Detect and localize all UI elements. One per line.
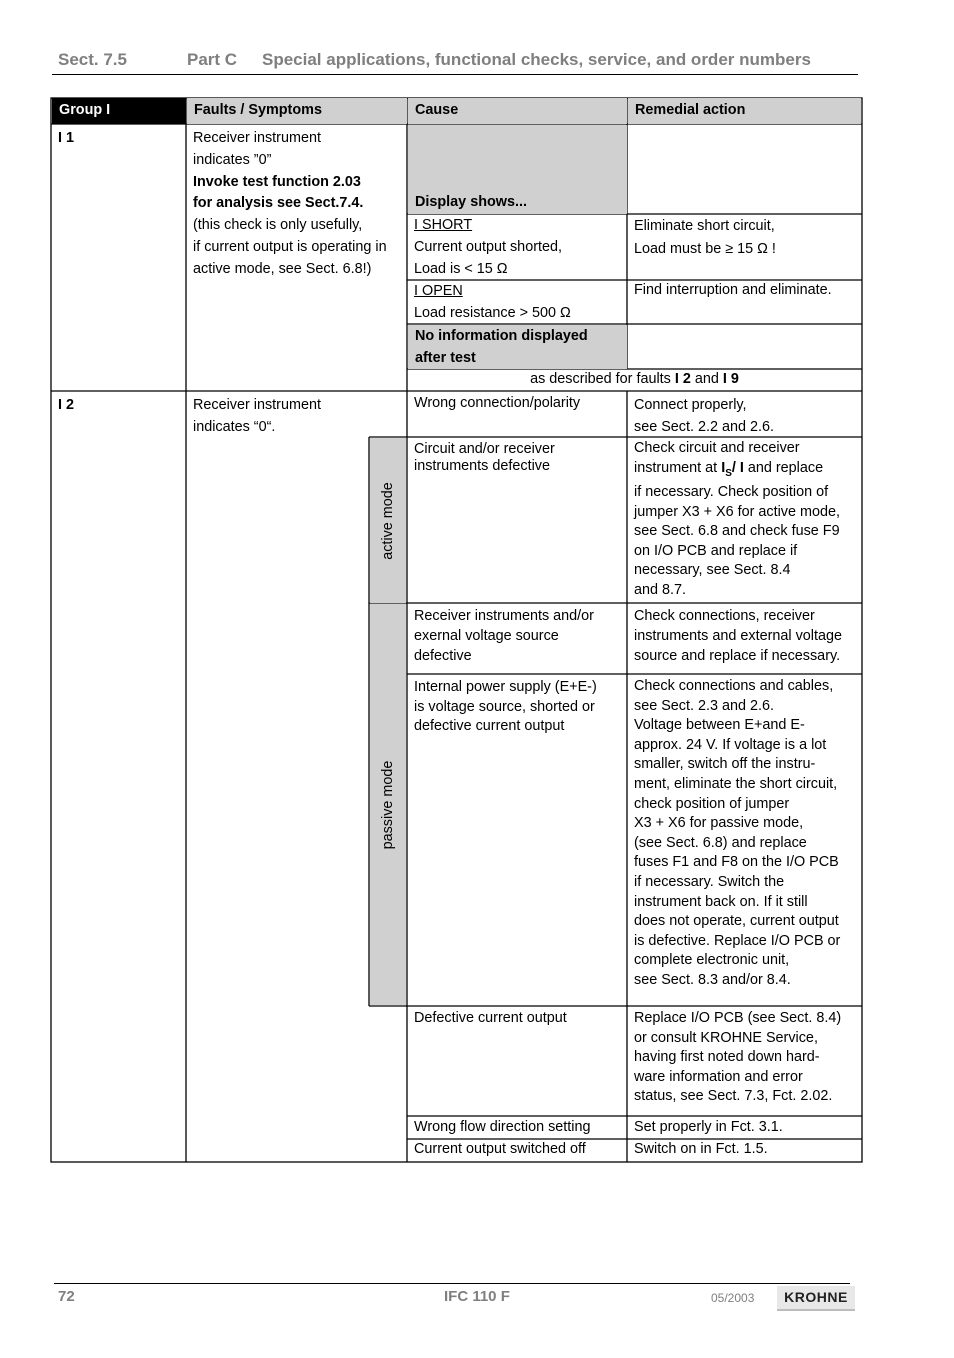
cause-line: Circuit and/or receiver bbox=[414, 441, 555, 457]
remedy-line: and 8.7. bbox=[634, 582, 687, 599]
i2-flow-remedy bbox=[627, 1116, 862, 1139]
column-header-remedy: Remedial action bbox=[628, 98, 861, 124]
remedy-line: status, see Sect. 7.3, Fct. 2.02. bbox=[634, 1088, 833, 1105]
symptom-line: Invoke test function 2.03 bbox=[193, 173, 361, 190]
cause-line: instruments defective bbox=[414, 458, 550, 474]
remedy-line: or consult KROHNE Service, bbox=[634, 1029, 818, 1046]
cause-line: is voltage source, shorted or bbox=[414, 698, 595, 715]
remedy-line: instrument back on. If it still bbox=[634, 893, 808, 910]
cause-line: defective current output bbox=[414, 718, 565, 735]
remedy-line: Connect properly, bbox=[634, 397, 747, 413]
i2-wrong-conn-cause bbox=[407, 391, 627, 437]
remedy-line: see Sect. 2.2 and 2.6. bbox=[634, 419, 775, 435]
cause-line: Current output shorted, bbox=[414, 238, 562, 255]
symptom-line: indicates “0“. bbox=[193, 419, 276, 435]
i2-circuit-remedy bbox=[627, 437, 862, 603]
remedy-line: having first noted down hard- bbox=[634, 1049, 820, 1066]
remedy-line: Find interruption and eliminate. bbox=[634, 282, 832, 298]
publication-date: 05/2003 bbox=[711, 1291, 755, 1305]
remedy-line: check position of jumper bbox=[634, 795, 790, 812]
remedy-line: if necessary. Switch the bbox=[634, 873, 785, 890]
column-header-faults: Faults / Symptoms bbox=[187, 98, 407, 124]
group-label-i2: I 2 bbox=[58, 397, 74, 413]
described-text: as described for faults bbox=[530, 371, 671, 387]
remedy-line: see Sect. 2.3 and 2.6. bbox=[634, 697, 775, 714]
remedy-line: Load must be ≥ 15 Ω ! bbox=[634, 240, 776, 257]
i2-wrong-conn-remedy bbox=[627, 391, 862, 437]
remedy-line: Eliminate short circuit, bbox=[634, 218, 775, 234]
active-mode-band bbox=[370, 438, 406, 603]
i2-receiver-cause bbox=[407, 603, 627, 674]
section-number: Sect. 7.5 bbox=[58, 50, 127, 69]
remedy-line: complete electronic unit, bbox=[634, 952, 790, 969]
cause-line: Internal power supply (E+E-) bbox=[414, 679, 597, 695]
group-label-i1: I 1 bbox=[58, 130, 74, 146]
remedy-line: jumper X3 + X6 for active mode, bbox=[634, 503, 840, 520]
cause-line: defective bbox=[414, 648, 472, 664]
i2-circuit-cause bbox=[407, 437, 627, 603]
current-symbol: I bbox=[721, 459, 726, 476]
symptom-line: Receiver instrument bbox=[193, 397, 321, 413]
open-title: I OPEN bbox=[414, 283, 463, 299]
i1-short-remedy bbox=[627, 214, 862, 280]
described-text: and bbox=[694, 371, 719, 387]
cause-line: Wrong flow direction setting bbox=[414, 1119, 591, 1135]
remedy-text: and replace bbox=[747, 459, 824, 476]
part-label: Part C bbox=[187, 50, 238, 69]
remedy-line: fuses F1 and F8 on the I/O PCB bbox=[634, 854, 839, 871]
remedy-line: smaller, switch off the instru- bbox=[634, 756, 816, 773]
remedy-line: Check connections and cables, bbox=[634, 678, 834, 694]
remedy-line: ment, eliminate the short circuit, bbox=[634, 775, 838, 792]
remedy-line: approx. 24 V. If voltage is a lot bbox=[634, 736, 827, 753]
remedy-line: Switch on in Fct. 1.5. bbox=[634, 1141, 768, 1157]
no-info-line: No information displayed bbox=[415, 328, 588, 344]
remedy-line: see Sect. 6.8 and check fuse F9 bbox=[634, 523, 840, 540]
active-mode-label: active mode bbox=[380, 481, 396, 560]
i2-switched-cause bbox=[407, 1139, 627, 1162]
footer-rule bbox=[54, 1283, 850, 1284]
remedy-text: instrument at bbox=[634, 459, 718, 476]
remedy-line: if necessary. Check position of bbox=[634, 484, 829, 501]
column-header-cause: Cause bbox=[408, 98, 627, 124]
i2-internal-cause bbox=[407, 674, 627, 1006]
remedy-line: necessary, see Sect. 8.4 bbox=[634, 562, 791, 579]
i2-symptoms bbox=[186, 391, 369, 437]
remedy-line: X3 + X6 for passive mode, bbox=[634, 815, 804, 832]
remedy-line: see Sect. 8.3 and/or 8.4. bbox=[634, 971, 791, 988]
fault-ref: I 2 bbox=[674, 371, 691, 387]
i1-open-remedy bbox=[627, 280, 862, 324]
remedy-line: on I/O PCB and replace if bbox=[634, 542, 798, 559]
krohne-logo: KROHNE bbox=[777, 1286, 855, 1311]
display-shows-cell bbox=[408, 125, 627, 214]
i1-symptoms bbox=[186, 124, 407, 391]
symptom-line: for analysis see Sect.7.4. bbox=[193, 195, 364, 212]
cause-line: Current output switched off bbox=[414, 1141, 586, 1157]
i1-open-cause bbox=[407, 280, 627, 324]
cause-line: Load is < 15 Ω bbox=[414, 260, 508, 277]
passive-mode-label: passive mode bbox=[380, 760, 396, 849]
remedy-line: (see Sect. 6.8) and replace bbox=[634, 834, 807, 851]
i2-defective-remedy bbox=[627, 1006, 862, 1116]
column-header-group: Group I bbox=[52, 98, 186, 124]
remedy-line: source and replace if necessary. bbox=[634, 648, 841, 664]
page-number: 72 bbox=[58, 1288, 75, 1305]
remedy-line: Set properly in Fct. 3.1. bbox=[634, 1119, 783, 1135]
cause-line: exernal voltage source bbox=[414, 628, 559, 644]
i1-short-cause bbox=[407, 214, 627, 280]
symptom-line: Receiver instrument bbox=[193, 130, 321, 146]
i1-described-row bbox=[407, 369, 862, 391]
symptom-line: indicates ”0” bbox=[193, 151, 272, 168]
symptom-line: if current output is operating in bbox=[193, 238, 387, 255]
remedy-line: ware information and error bbox=[634, 1068, 803, 1085]
passive-mode-band bbox=[370, 604, 406, 1005]
cause-line: Wrong connection/polarity bbox=[414, 395, 581, 411]
remedy-line: does not operate, current output bbox=[634, 913, 839, 930]
remedy-line: is defective. Replace I/O PCB or bbox=[634, 932, 841, 949]
short-title: I SHORT bbox=[414, 217, 473, 233]
subscript-s: S bbox=[725, 467, 732, 479]
i2-flow-cause bbox=[407, 1116, 627, 1139]
symptom-line: active mode, see Sect. 6.8!) bbox=[193, 260, 372, 277]
i2-receiver-remedy bbox=[627, 603, 862, 674]
i1-no-info-cell bbox=[408, 325, 627, 369]
i2-internal-remedy bbox=[627, 674, 862, 1006]
remedy-line: Voltage between E+and E- bbox=[634, 717, 805, 734]
i2-defective-cause bbox=[407, 1006, 627, 1116]
product-name: IFC 110 F bbox=[444, 1288, 510, 1305]
cause-line: Defective current output bbox=[414, 1010, 567, 1026]
remedy-line: Check circuit and receiver bbox=[634, 440, 800, 456]
i2-switched-remedy bbox=[627, 1139, 862, 1162]
display-shows-label: Display shows... bbox=[415, 194, 527, 210]
current-symbol: / I bbox=[731, 459, 744, 476]
page-title: Special applications, functional checks, service, and order numbers bbox=[262, 50, 811, 69]
remedy-line: instruments and external voltage bbox=[634, 628, 842, 644]
cause-line: Receiver instruments and/or bbox=[414, 608, 594, 624]
no-info-line: after test bbox=[415, 349, 476, 366]
remedy-line: Replace I/O PCB (see Sect. 8.4) bbox=[634, 1010, 842, 1026]
cause-line: Load resistance > 500 Ω bbox=[414, 304, 571, 321]
fault-ref: I 9 bbox=[722, 371, 739, 387]
remedy-line: Check connections, receiver bbox=[634, 608, 815, 624]
symptom-line: (this check is only usefully, bbox=[193, 217, 363, 234]
